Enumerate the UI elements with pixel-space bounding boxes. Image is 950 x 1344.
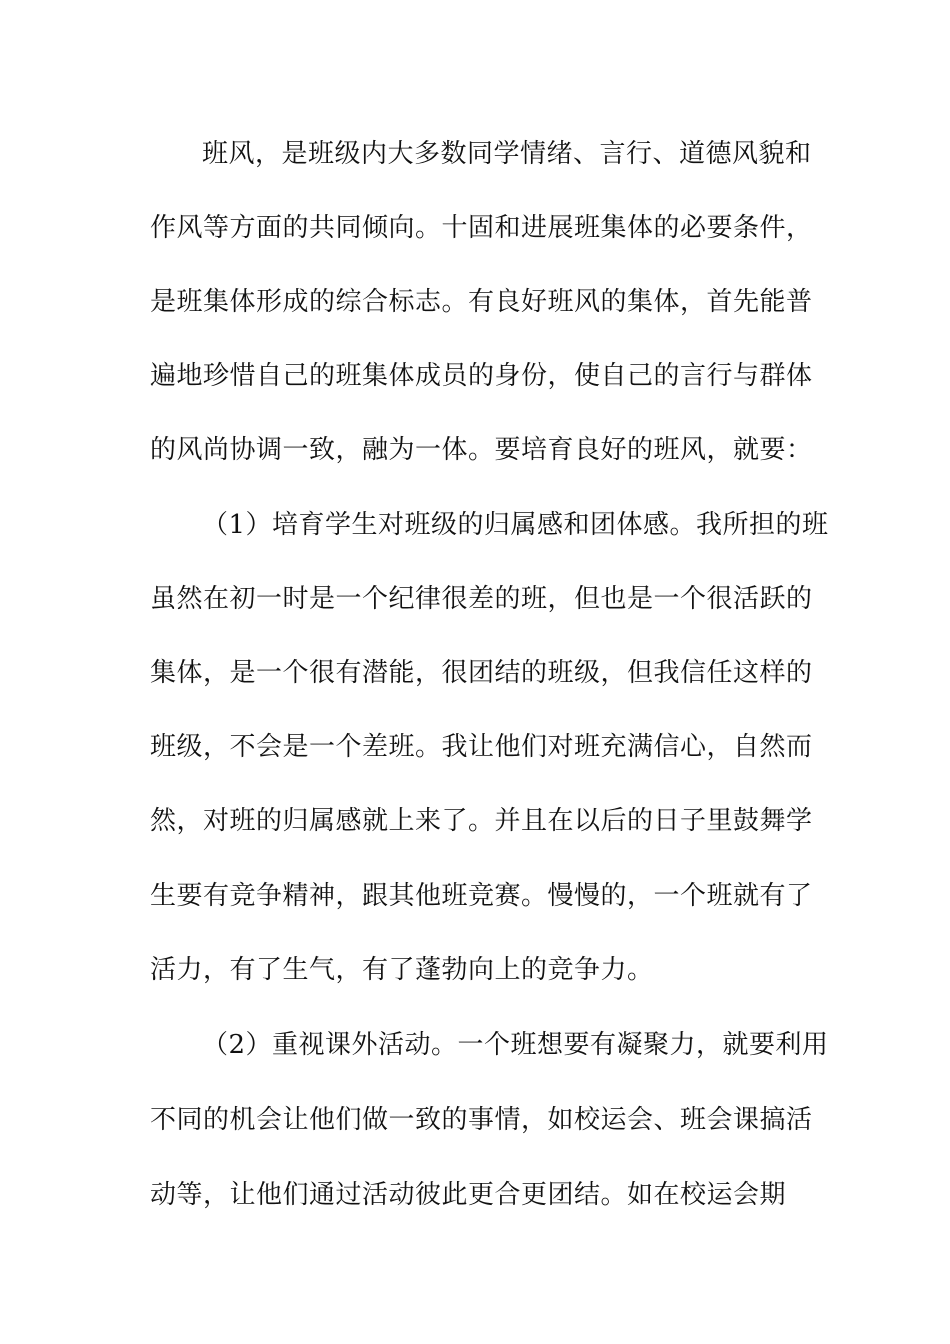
paragraph-line: 生要有竞争精神，跟其他班竞赛。慢慢的，一个班就有了: [150, 881, 813, 911]
paragraph-line: 作风等方面的共同倾向。十固和进展班集体的必要条件，: [150, 213, 813, 243]
paragraph-line: 动等，让他们通过活动彼此更合更团结。如在校运会期: [150, 1180, 787, 1210]
paragraph-line: （1）培育学生对班级的归属感和团体感。我所担的班: [202, 510, 829, 540]
paragraph-line: 是班集体形成的综合标志。有良好班风的集体，首先能普: [150, 287, 813, 317]
paragraph-line: 遍地珍惜自己的班集体成员的身份，使自己的言行与群体: [150, 361, 813, 391]
paragraph-line: 班级，不会是一个差班。我让他们对班充满信心，自然而: [150, 732, 813, 762]
paragraph-line: 集体，是一个很有潜能，很团结的班级，但我信任这样的: [150, 658, 813, 688]
paragraph-line: （2）重视课外活动。一个班想要有凝聚力，就要利用: [202, 1030, 829, 1060]
paragraph-line: 然，对班的归属感就上来了。并且在以后的日子里鼓舞学: [150, 806, 813, 836]
paragraph-line: 虽然在初一时是一个纪律很差的班，但也是一个很活跃的: [150, 584, 813, 614]
paragraph-line: 活力，有了生气，有了蓬勃向上的竞争力。: [150, 955, 654, 985]
paragraph-line: 班风，是班级内大多数同学情绪、言行、道德风貌和: [202, 139, 812, 169]
paragraph-line: 不同的机会让他们做一致的事情，如校运会、班会课搞活: [150, 1105, 813, 1135]
paragraph-line: 的风尚协调一致，融为一体。要培育良好的班风，就要：: [150, 435, 813, 465]
